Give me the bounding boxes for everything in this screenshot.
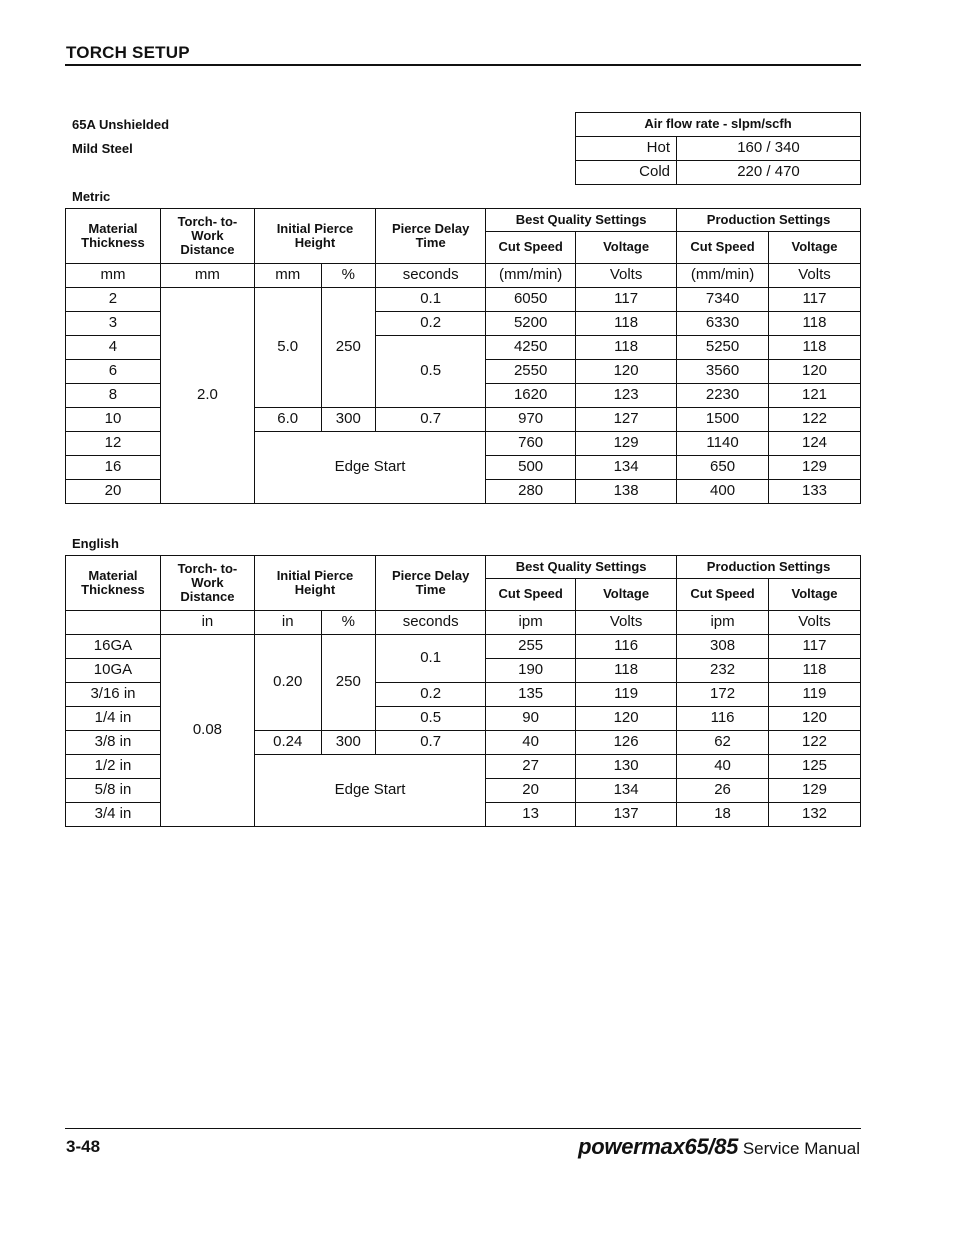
cut-speed-cell: 1140	[677, 432, 769, 456]
pierce-delay-cell: 0.5	[376, 336, 486, 408]
cut-speed-cell: 6050	[486, 288, 576, 312]
cut-speed-cell: 255	[486, 635, 576, 659]
voltage-cell: 117	[769, 288, 861, 312]
unit-cell: Volts	[769, 611, 861, 635]
voltage-cell: 127	[576, 408, 677, 432]
manual-title: Service Manual	[742, 1139, 860, 1158]
unit-cell: Volts	[769, 264, 861, 288]
cut-speed-cell: 400	[677, 480, 769, 504]
footer-rule	[65, 1128, 861, 1129]
voltage-cell: 120	[769, 707, 861, 731]
cut-speed-cell: 40	[677, 755, 769, 779]
cut-speed-cell: 27	[486, 755, 576, 779]
pierce-height-cell: 6.0	[254, 408, 321, 432]
unit-cell: in	[254, 611, 321, 635]
english-table	[65, 555, 861, 827]
header-material-thickness: Material Thickness	[66, 556, 161, 611]
thickness-cell: 1/2 in	[66, 755, 161, 779]
unit-cell: (mm/min)	[486, 264, 576, 288]
cut-speed-cell: 26	[677, 779, 769, 803]
thickness-cell: 16	[66, 456, 161, 480]
pierce-delay-cell: 0.2	[376, 683, 486, 707]
thickness-cell: 6	[66, 360, 161, 384]
voltage-cell: 137	[576, 803, 677, 827]
torch-to-work-cell: 2.0	[160, 288, 254, 504]
voltage-cell: 117	[769, 635, 861, 659]
cut-speed-cell: 2230	[677, 384, 769, 408]
unit-cell: mm	[160, 264, 254, 288]
thickness-cell: 2	[66, 288, 161, 312]
thickness-cell: 5/8 in	[66, 779, 161, 803]
cut-speed-cell: 6330	[677, 312, 769, 336]
unit-cell: Volts	[576, 264, 677, 288]
voltage-cell: 121	[769, 384, 861, 408]
pierce-height-cell: 5.0	[254, 288, 321, 408]
footer-brand	[578, 1134, 860, 1160]
pierce-height-cell: 0.24	[254, 731, 321, 755]
metric-label: Metric	[72, 189, 111, 204]
material-label: Mild Steel	[72, 141, 133, 156]
cut-speed-cell: 40	[486, 731, 576, 755]
pierce-delay-cell: 0.7	[376, 408, 486, 432]
unit-cell	[66, 611, 161, 635]
air-flow-value: 220 / 470	[677, 161, 861, 185]
header-torch-to-work: Torch- to-Work Distance	[160, 209, 254, 264]
header-initial-pierce-height: Initial Pierce Height	[254, 209, 375, 264]
cut-speed-cell: 7340	[677, 288, 769, 312]
edge-start-cell: Edge Start	[254, 432, 485, 504]
cut-speed-cell: 90	[486, 707, 576, 731]
thickness-cell: 3/4 in	[66, 803, 161, 827]
voltage-cell: 119	[769, 683, 861, 707]
unit-cell: mm	[66, 264, 161, 288]
unit-cell: ipm	[486, 611, 576, 635]
pierce-height-pct-cell: 300	[321, 731, 376, 755]
thickness-cell: 1/4 in	[66, 707, 161, 731]
header-initial-pierce-height: Initial Pierce Height	[254, 556, 375, 611]
voltage-cell: 138	[576, 480, 677, 504]
header-cut-speed: Cut Speed	[677, 232, 769, 264]
pierce-delay-cell: 0.7	[376, 731, 486, 755]
unit-cell: (mm/min)	[677, 264, 769, 288]
unit-cell: Volts	[576, 611, 677, 635]
cut-speed-cell: 308	[677, 635, 769, 659]
thickness-cell: 12	[66, 432, 161, 456]
thickness-cell: 10GA	[66, 659, 161, 683]
cut-speed-cell: 1500	[677, 408, 769, 432]
voltage-cell: 132	[769, 803, 861, 827]
thickness-cell: 20	[66, 480, 161, 504]
cut-speed-cell: 4250	[486, 336, 576, 360]
header-material-thickness: Material Thickness	[66, 209, 161, 264]
voltage-cell: 118	[769, 336, 861, 360]
english-label: English	[72, 536, 119, 551]
header-cut-speed: Cut Speed	[486, 232, 576, 264]
voltage-cell: 123	[576, 384, 677, 408]
pierce-delay-cell: 0.1	[376, 635, 486, 683]
header-torch-to-work: Torch- to-Work Distance	[160, 556, 254, 611]
brand-logo: powermax65/85	[578, 1134, 739, 1159]
cut-speed-cell: 20	[486, 779, 576, 803]
voltage-cell: 134	[576, 456, 677, 480]
header-best-quality: Best Quality Settings	[486, 556, 677, 579]
cut-speed-cell: 5250	[677, 336, 769, 360]
voltage-cell: 129	[576, 432, 677, 456]
pierce-height-pct-cell: 250	[321, 635, 376, 731]
voltage-cell: 120	[576, 707, 677, 731]
voltage-cell: 129	[769, 456, 861, 480]
cut-speed-cell: 2550	[486, 360, 576, 384]
pierce-height-pct-cell: 300	[321, 408, 376, 432]
header-rule	[65, 64, 861, 66]
cut-speed-cell: 500	[486, 456, 576, 480]
voltage-cell: 124	[769, 432, 861, 456]
unit-cell: mm	[254, 264, 321, 288]
torch-to-work-cell: 0.08	[160, 635, 254, 827]
cut-speed-cell: 190	[486, 659, 576, 683]
pierce-delay-cell: 0.2	[376, 312, 486, 336]
unit-cell: %	[321, 611, 376, 635]
cut-speed-cell: 172	[677, 683, 769, 707]
header-voltage: Voltage	[576, 579, 677, 611]
voltage-cell: 118	[576, 659, 677, 683]
voltage-cell: 129	[769, 779, 861, 803]
unit-cell: seconds	[376, 611, 486, 635]
cut-speed-cell: 3560	[677, 360, 769, 384]
edge-start-cell: Edge Start	[254, 755, 485, 827]
header-production: Production Settings	[677, 209, 861, 232]
air-flow-label: Hot	[576, 137, 677, 161]
unit-cell: ipm	[677, 611, 769, 635]
cut-speed-cell: 116	[677, 707, 769, 731]
cut-speed-cell: 760	[486, 432, 576, 456]
voltage-cell: 133	[769, 480, 861, 504]
voltage-cell: 120	[769, 360, 861, 384]
process-type-label: 65A Unshielded	[72, 117, 170, 132]
unit-cell: %	[321, 264, 376, 288]
table-row	[66, 635, 861, 659]
page-number: 3-48	[66, 1137, 101, 1156]
air-flow-title: Air flow rate - slpm/scfh	[576, 113, 861, 137]
thickness-cell: 3/16 in	[66, 683, 161, 707]
thickness-cell: 4	[66, 336, 161, 360]
pierce-delay-cell: 0.1	[376, 288, 486, 312]
cut-speed-cell: 5200	[486, 312, 576, 336]
header-cut-speed: Cut Speed	[677, 579, 769, 611]
voltage-cell: 118	[769, 312, 861, 336]
voltage-cell: 126	[576, 731, 677, 755]
thickness-cell: 3	[66, 312, 161, 336]
unit-cell: seconds	[376, 264, 486, 288]
header-pierce-delay-time: Pierce Delay Time	[376, 209, 486, 264]
metric-table	[65, 208, 861, 504]
header-production: Production Settings	[677, 556, 861, 579]
thickness-cell: 3/8 in	[66, 731, 161, 755]
table-row	[66, 288, 861, 312]
cut-speed-cell: 18	[677, 803, 769, 827]
thickness-cell: 16GA	[66, 635, 161, 659]
voltage-cell: 119	[576, 683, 677, 707]
air-flow-table	[575, 112, 861, 185]
header-cut-speed: Cut Speed	[486, 579, 576, 611]
air-flow-value: 160 / 340	[677, 137, 861, 161]
cut-speed-cell: 280	[486, 480, 576, 504]
thickness-cell: 8	[66, 384, 161, 408]
cut-speed-cell: 62	[677, 731, 769, 755]
voltage-cell: 116	[576, 635, 677, 659]
voltage-cell: 122	[769, 408, 861, 432]
cut-speed-cell: 135	[486, 683, 576, 707]
voltage-cell: 130	[576, 755, 677, 779]
cut-speed-cell: 1620	[486, 384, 576, 408]
pierce-height-cell: 0.20	[254, 635, 321, 731]
thickness-cell: 10	[66, 408, 161, 432]
cut-speed-cell: 650	[677, 456, 769, 480]
voltage-cell: 117	[576, 288, 677, 312]
voltage-cell: 122	[769, 731, 861, 755]
pierce-height-pct-cell: 250	[321, 288, 376, 408]
voltage-cell: 118	[769, 659, 861, 683]
voltage-cell: 125	[769, 755, 861, 779]
header-voltage: Voltage	[769, 579, 861, 611]
section-title: TORCH SETUP	[66, 43, 190, 62]
cut-speed-cell: 970	[486, 408, 576, 432]
header-voltage: Voltage	[769, 232, 861, 264]
unit-cell: in	[160, 611, 254, 635]
header-voltage: Voltage	[576, 232, 677, 264]
pierce-delay-cell: 0.5	[376, 707, 486, 731]
voltage-cell: 118	[576, 312, 677, 336]
header-best-quality: Best Quality Settings	[486, 209, 677, 232]
cut-speed-cell: 232	[677, 659, 769, 683]
voltage-cell: 120	[576, 360, 677, 384]
cut-speed-cell: 13	[486, 803, 576, 827]
voltage-cell: 118	[576, 336, 677, 360]
air-flow-label: Cold	[576, 161, 677, 185]
header-pierce-delay-time: Pierce Delay Time	[376, 556, 486, 611]
voltage-cell: 134	[576, 779, 677, 803]
